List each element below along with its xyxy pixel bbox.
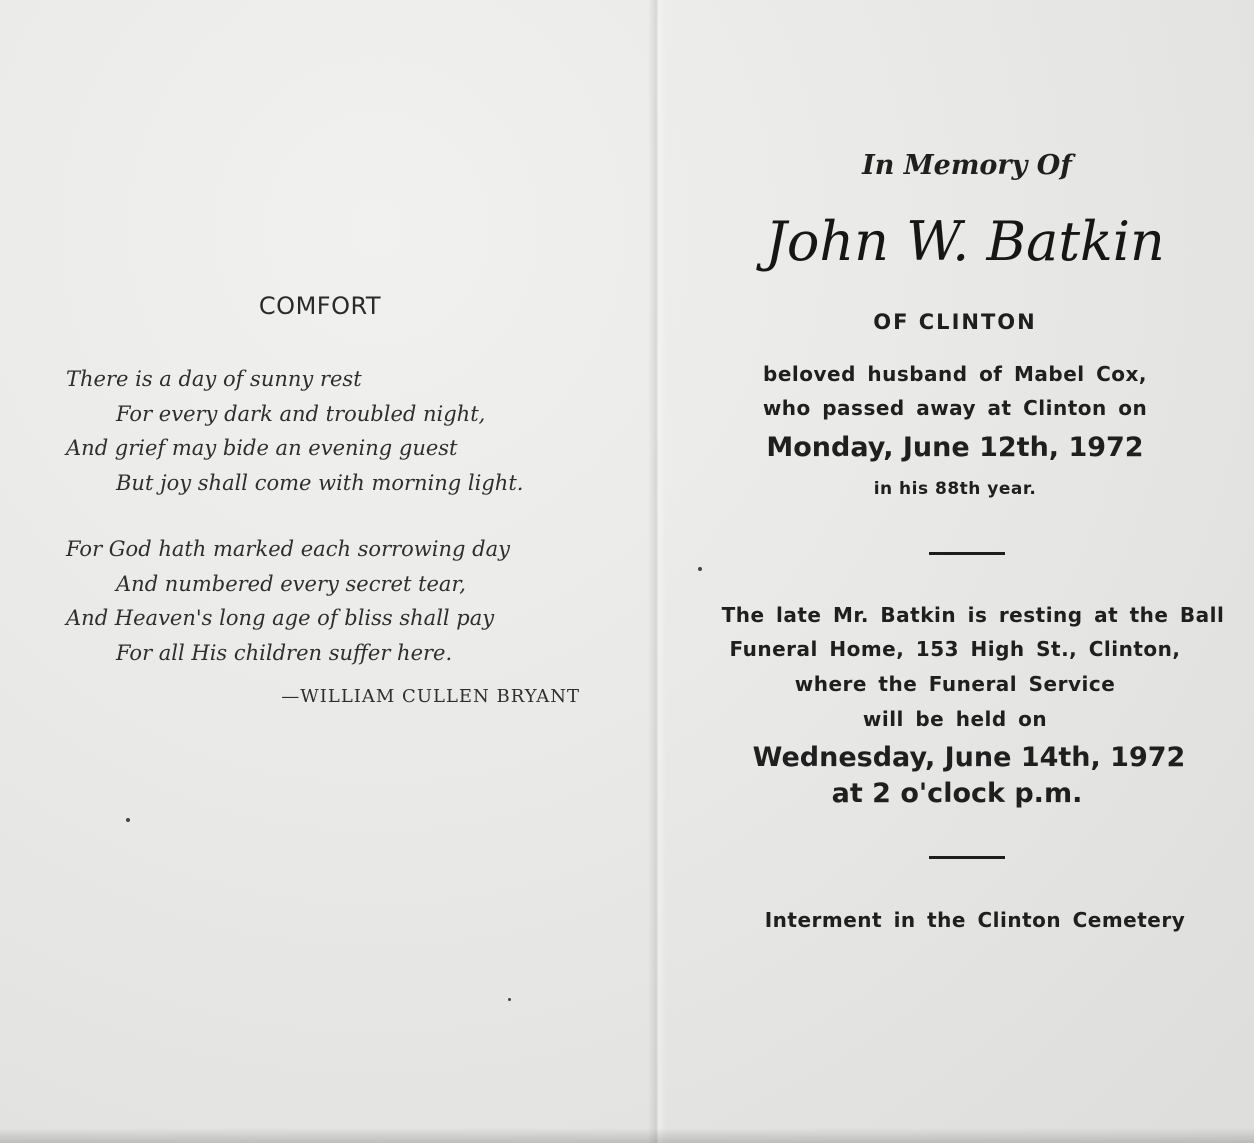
funeral-home-line: Funeral Home, 153 High St., Clinton, bbox=[729, 637, 1181, 661]
poem-line: For God hath marked each sorrowing day bbox=[66, 537, 510, 561]
memorial-heading: In Memory Of bbox=[862, 150, 1072, 181]
poem-stanza-1 bbox=[66, 362, 606, 500]
passed-line: who passed away at Clinton on bbox=[762, 396, 1148, 420]
hometown: OF CLINTON bbox=[873, 310, 1037, 334]
memorial-panel bbox=[656, 0, 1254, 1143]
divider bbox=[929, 552, 1005, 555]
poem-title: COMFORT bbox=[258, 292, 382, 320]
divider bbox=[929, 856, 1005, 859]
poem-stanza-2 bbox=[66, 532, 606, 670]
service-line: where the Funeral Service bbox=[794, 672, 1116, 696]
funeral-time: at 2 o'clock p.m. bbox=[831, 778, 1083, 809]
paper-speck bbox=[126, 818, 130, 822]
poem-line: And grief may bide an evening guest bbox=[66, 436, 458, 460]
poem-line: But joy shall come with morning light. bbox=[116, 470, 524, 495]
husband-line: beloved husband of Mabel Cox, bbox=[763, 362, 1147, 386]
poem-line: For every dark and troubled night, bbox=[116, 401, 486, 426]
age-line: in his 88th year. bbox=[873, 479, 1037, 499]
death-date: Monday, June 12th, 1972 bbox=[766, 432, 1144, 463]
held-line: will be held on bbox=[862, 707, 1048, 731]
funeral-date: Wednesday, June 14th, 1972 bbox=[752, 742, 1186, 773]
poem-line: And numbered every secret tear, bbox=[116, 571, 466, 596]
deceased-name: John W. Batkin bbox=[765, 210, 1165, 273]
poem-attribution: —WILLIAM CULLEN BRYANT bbox=[281, 686, 580, 707]
resting-line: The late Mr. Batkin is resting at the Ball bbox=[721, 603, 1225, 627]
paper-speck bbox=[698, 567, 702, 571]
interment-line: Interment in the Clinton Cemetery bbox=[764, 908, 1186, 932]
card-bottom-edge bbox=[0, 1128, 1254, 1143]
poem-line: And Heaven's long age of bliss shall pay bbox=[66, 606, 495, 630]
poem-line: There is a day of sunny rest bbox=[66, 367, 362, 391]
paper-speck bbox=[508, 998, 511, 1001]
poem-line: For all His children suffer here. bbox=[116, 640, 453, 665]
